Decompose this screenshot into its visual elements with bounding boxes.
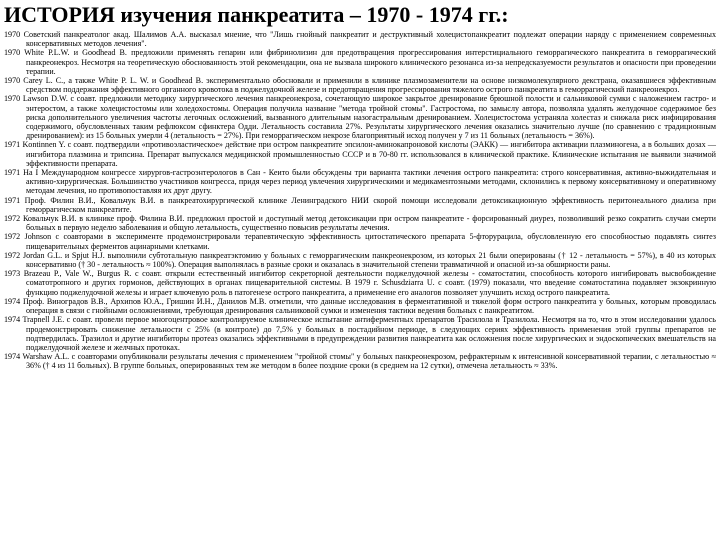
entry-year: 1973 [4, 269, 21, 279]
history-entry [4, 269, 716, 297]
history-entry [4, 352, 716, 370]
entry-year: 1970 [4, 94, 21, 104]
entry-text: Trapnell J.E. с соавт. провели первое многоцентровое контролируемое клиническое испытание антиферментных препаратов Трасилола и Тразилола. Несмотря на то, что в этом исследовании удалось продемонстрировать снижение летальности с 25% (в контроле) до 7,5% у больных в постадийном периоде, в следующих сериях эффективность применения этой группы препаратов не подтвердилась. Тразилол и другие ингибиторы протеаз оказались эффективными в предупреждении развития панкреатита как осложнения после хирургических и эндоскопических вмешательств на поджелудочной железе и желчных протоках. [22, 315, 716, 352]
history-entry [4, 297, 716, 315]
entry-year: 1974 [4, 352, 21, 362]
entry-text: Carey L. C., а также White P. L. W. и Goodhead B. экспериментально обосновали и применили в клинике плазмозаменители на основе низкомолекулярного декстрана, оказавшиеся эффективным средством поддержания эффективного органного кровотока в поджелудочной железе и предотвращения прогрессирования тяжелого острого панкреатита в геморрагический панкреонекроз. [23, 76, 717, 95]
history-entry [4, 315, 716, 352]
history-entry [4, 30, 716, 48]
history-entry [4, 48, 716, 76]
entry-text: Warshaw A.L. с соавторами опубликовали результаты лечения с применением "тройной стомы" у больных панкреонекрозом, рефрактерным к интенсивной консервативной терапии, с летальностью ≈ 36% († 4 из 11 больных). В группе больных, оперированных тем же методом в более поздние сроки (в среднем на 12 сутки), отмечена летальность ≈ 33%. [22, 352, 716, 371]
entry-text: Kontinnen Y. с соавт. подтвердили «противоэластическое» действие при остром панкреатите эпсилон-аминокапроновой кислоты (ЭАКК) — ингибитора активации плазминогена, а в больших дозах — ингибитора плазмина и трипсина. Препарат выпускался медицинской промышленностью СССР и в 70-80 гг. использовался в клинической практике. Клинические испытания не выявили значимой эффективности препарата. [22, 140, 716, 168]
entry-year: 1970 [4, 48, 21, 58]
entry-year: 1971 [4, 140, 21, 150]
entry-year: 1974 [4, 315, 21, 325]
history-entry [4, 232, 716, 250]
entry-text: Jordan G.L. и Spjut H.J. выполнили субтотальную панкреатэктомию у больных с геморрагическим панкреонекрозом, из которых 21 были оперированы († 12 - летальность = 57%), в 40 из которых консервативно († 30 - летальность ≈ 100%). Операция выполнялась в разные сроки и оказалась в значительной степени травматичной и опасной из-за обширности раны. [22, 250, 716, 270]
entry-text: Johnson с соавторами в эксперименте продемонстрировали терапевтическую эффективность цитостатического препарата 5-фторурацила, обусловленную его способностью подавлять синтез пищеварительных ферментов ацинарными клетками. [24, 232, 716, 251]
history-entries [4, 30, 716, 371]
entry-text: Советский панкреатолог акад. Шалимов А.А. высказал мнение, что "Лишь гнойный панкреатит и деструктивный холецистопанкреатит подлежат операции наряду с применением современных консервативных методов лечения". [23, 30, 717, 49]
entry-year: 1970 [4, 76, 21, 86]
history-entry [4, 251, 716, 269]
entry-text: Проф. Виноградов В.В., Архипов Ю.А., Гришин И.Н., Данилов М.В. отметили, что данные исследования в ферментативной и тяжелой форм острого панкреатита у больных, которым проводилась операция в связи с гнойными осложнениями, требующая дренирования сальниковой сумки и изменения тактики ведения больных с панкреатитом. [22, 296, 717, 316]
entry-year: 1974 [4, 296, 21, 306]
history-entry [4, 76, 716, 94]
history-entry [4, 94, 716, 140]
page-title: ИСТОРИЯ изучения панкреатита – 1970 - 1974 гг.: [4, 2, 509, 27]
entry-year: 1972 [4, 214, 21, 224]
history-entry [4, 214, 716, 232]
entry-text: Ковальчук В.И. в клинике проф. Филина В.И. предложил простой и доступный метод детоксикации при остром панкреатите - форсированный диурез, позволивший резко сократить случаи смерти больных в первую неделю заболевания и общую летальность, существенно повысив результаты лечения. [22, 214, 716, 233]
entry-year: 1971 [4, 195, 21, 205]
entry-text: Brazeau P., Vale W., Burgus R. с соавт. открыли естественный ингибитор секреторной деятельности поджелудочной железы - соматостатин, способность которого ингибировать высвобождение соматотропного и других гормонов, действующих в органах пищеварительной системы. В 1979 г. Schusdziarra U. с соавт. (1979) показали, что введение соматостатина подавляет экзокринную функцию поджелудочной железы и играет ключевую роль в патогенезе острого панкреатита, а применение его аналогов позволяет улучшить исход острого панкреатита. [23, 269, 716, 297]
history-entry [4, 140, 716, 168]
entry-year: 1971 [4, 168, 21, 178]
entry-year: 1972 [4, 232, 21, 242]
entry-text: Lawson D.W. с соавт. предложили методику хирургического лечения панкреонекроза, сочетающую широкое закрытое дренирование брюшной полости и сальниковой сумки с наложением гастро- и энтеростом, а также холецистостомы или холедохостомы. Операция получила название "метода тройной стомы". Гастростома, по замыслу автора, позволяла удалять желудочное содержимое без риска дополнительного увеличения частоты легочных осложнений, вызванного длительным назогастральным дренированием. Холецистостома устраняла холестаз и снижала риск инфицирования содержимого, обусловленных таким рефлюксом сфинктера Одди. Летальность составила 27%. Результаты хирургического лечения оказались значительно лучше (по сравнению с традиционным дренированием): из 15 больных умерли 4 (летальность = 27%). При геморрагическом некрозе благоприятный исход получен у 7 из 11 больных (летальность = 36%). [22, 94, 717, 141]
history-entry [4, 168, 716, 196]
entry-year: 1970 [4, 30, 21, 39]
entry-year: 1972 [4, 250, 21, 260]
entry-text: White P.L.W. и Goodhead B. предложили применять гепарин или фибринолизин для предотвращения прогрессирования интерстициального геморрагического панкреатита в геморрагический панкреонекроз. Несмотря на теоретическую обоснованность этой рекомендации, она не вызвала широкого клинического резонанса из-за непредсказуемости результатов и опасности при проведении терапии. [24, 48, 716, 76]
entry-text: На I Международном конгрессе хирургов-гастроэнтерологов в Сан - Кеито были обсуждены три варианта тактики лечения острого панкреатита: строго консервативная, активно-выжидательная и активно-хирургическая. Большинство участников конгресса, придя через период увлечения хирургическими и медикаментозными методами, склонились к первому консервативному и оперативному методам лечения, но противопоставляя их друг другу. [23, 168, 716, 196]
history-entry [4, 196, 716, 214]
entry-text: Проф. Филин В.И., Ковальчук В.И. в панкреатохирургической клинике Ленинградского НИИ скорой помощи исследовали детоксикационную эффективность перитонеального диализа при геморрагическом панкреатите. [24, 195, 716, 214]
